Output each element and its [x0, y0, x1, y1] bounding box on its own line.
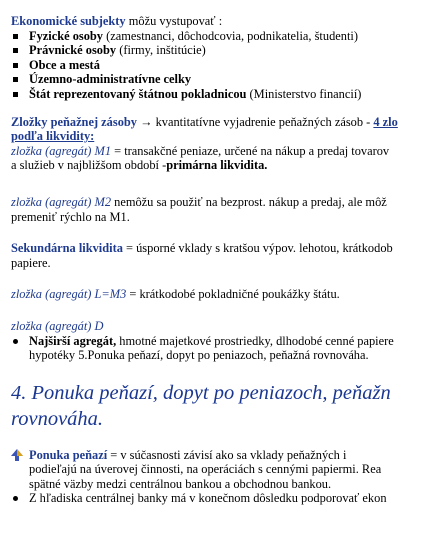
list-item: [11, 29, 445, 44]
list-item: [11, 43, 445, 58]
subjects-title: Ekonomické subjekty: [11, 14, 126, 28]
money-supply-desc: kvantitatívne vyjadrenie peňažných zásob -: [155, 114, 371, 129]
subjects-intro: môžu vystupovať :: [128, 14, 223, 28]
l-label: zložka (agregát) L=M3: [11, 287, 127, 302]
supply-line-3: spätné väzby medzi centrálnou bankou a obchodnou bankou.: [29, 476, 332, 491]
arrow-glyph: →: [140, 114, 153, 129]
d-label: zložka (agregát) D: [11, 318, 104, 333]
m2-line-2: premeniť rýchlo na M1.: [11, 209, 130, 224]
secondary-title: Sekundárna likvidita: [11, 241, 123, 256]
arrow-bullet-icon: [11, 449, 23, 461]
d-text: hmotné majetkové prostriedky, dlhodobé cenné papiere: [119, 333, 394, 348]
list-item: [11, 87, 445, 102]
secondary-line: [11, 241, 445, 256]
item-rest: (Ministerstvo financií): [249, 86, 362, 101]
m1-line-2: [11, 158, 445, 173]
heading-line-1: 4. Ponuka peňazí, dopyt po peniazoch, peňažn: [11, 381, 391, 404]
list-item: [11, 334, 445, 349]
item-bold: Územno-administratívne celky: [29, 72, 192, 87]
liquidity-subtitle: podľa likvidity:: [11, 129, 95, 144]
item-rest: (firmy, inštitúcie): [119, 43, 206, 58]
section-heading: [11, 380, 445, 432]
item-bold: Štát reprezentovaný štátnou pokladnicou: [29, 86, 247, 101]
m1-bold: primárna likvidita.: [166, 158, 268, 173]
list-item: [11, 72, 445, 87]
heading-line-2: rovnováha.: [11, 407, 104, 430]
document-page: [11, 14, 445, 506]
item-rest: (zamestnanci, dôchodcovia, podnikatelia, študenti): [106, 28, 358, 43]
last-text: Z hľadiska centrálnej banky má v konečnom dôsledku podporovať ekon: [29, 491, 387, 506]
m1-text-2: a služieb v najbližšom období -: [11, 158, 167, 173]
m2-text: nemôžu sa použiť na bezprost. nákup a predaj, ale môž: [114, 194, 387, 209]
m2-label: zložka (agregát) M2: [11, 194, 112, 209]
m2-line: [11, 195, 445, 210]
list-item: [11, 58, 445, 73]
money-supply-line: [11, 115, 445, 130]
m1-line: [11, 144, 445, 159]
item-bold: Obce a mestá: [29, 57, 100, 72]
money-supply-tail: 4 zlo: [373, 114, 398, 129]
supply-line-2: podieľajú na úverovej činnosti, na operáciách s cennými papiermi. Rea: [29, 462, 382, 477]
l-line: [11, 287, 445, 302]
d-line-2: hypotéky 5.Ponuka peňazí, dopyt po peniazoch, peňažná rovnováha.: [29, 348, 369, 363]
subjects-intro-line: [11, 14, 445, 29]
list-item: [11, 491, 445, 506]
item-bold: Fyzické osoby: [29, 28, 103, 43]
supply-bullet: [11, 448, 445, 492]
l-text: = krátkodobé pokladničné poukážky štátu.: [129, 287, 340, 302]
supply-title: Ponuka peňazí: [29, 447, 108, 462]
supply-text: = v súčasnosti závisí ako sa vklady peňažných i: [110, 447, 347, 462]
money-supply-title: Zložky peňažnej zásoby: [11, 114, 137, 129]
d-bold: Najširší agregát,: [29, 333, 117, 348]
secondary-text: = úsporné vklady s kratšou výpov. lehotou, krátkodob: [126, 241, 393, 256]
m1-text: = transakčné peniaze, určené na nákup a predaj tovarov: [114, 143, 390, 158]
item-bold: Právnické osoby: [29, 43, 117, 58]
secondary-line-2: papiere.: [11, 255, 51, 270]
m1-label: zložka (agregát) M1: [11, 143, 112, 158]
subjects-list: [11, 29, 445, 102]
